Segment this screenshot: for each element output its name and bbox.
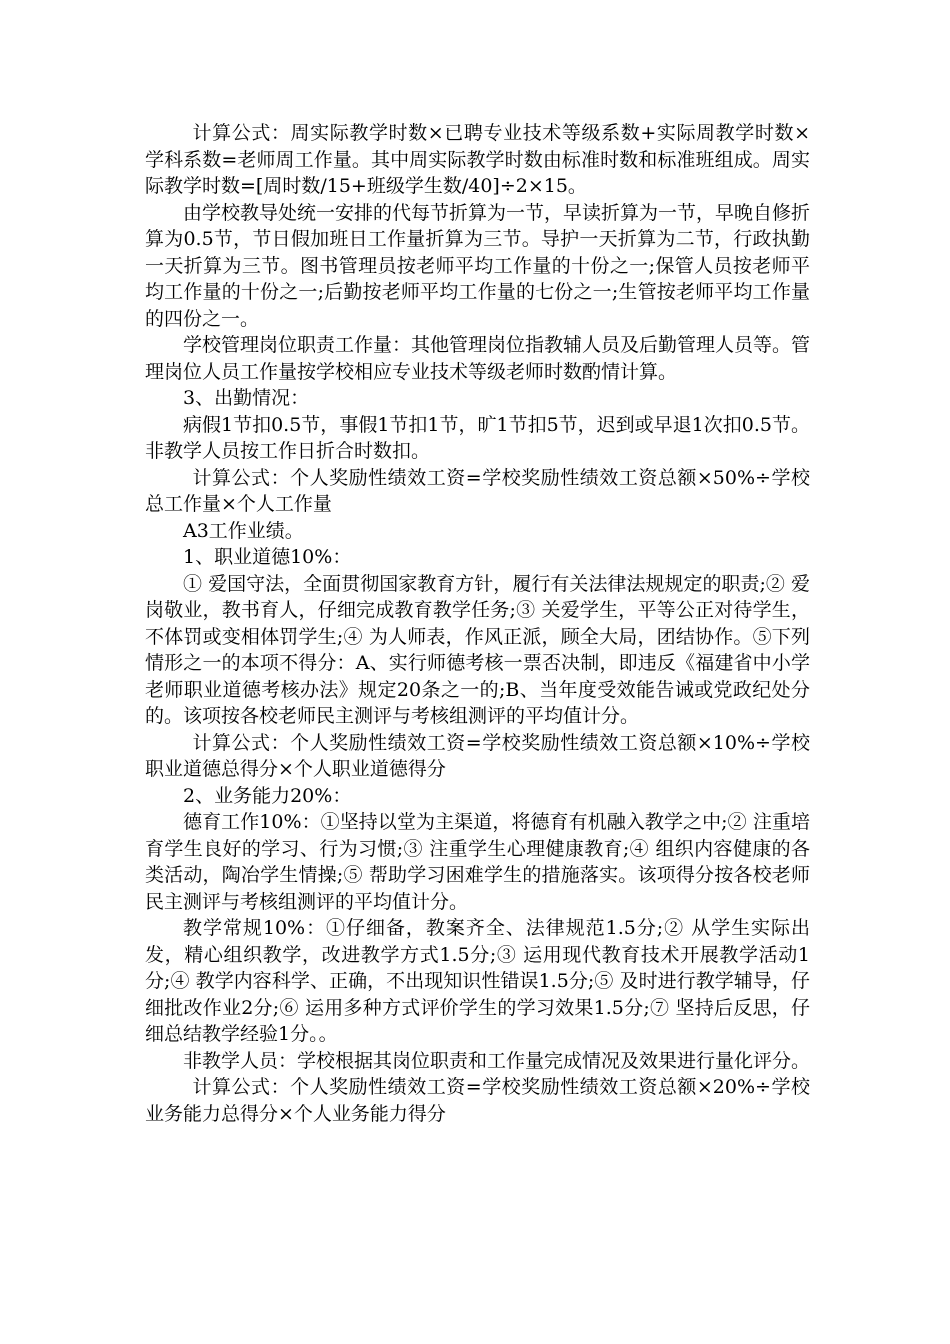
heading-attendance: 3、出勤情况： (183, 387, 310, 409)
heading-ability: 2、业务能力20%： (183, 784, 352, 807)
paragraph-teaching-routine: 教学常规10%：①仔细备，教案齐全、法律规范1.5分;② 从学生实际出发，精心组织教学，改进教学方式1.5分;③ 运用现代教育技术开展教学活动1分;④ 教学内容科学、正确，不出现知识性错误1.5分;⑤ 及时进行教学辅导，仔细批改作业2分;⑥ 运用多种方式评价学生的学习效果1.5分;⑦ 坚持后反思，仔细总结教学经验1分。。 (145, 917, 810, 1045)
paragraph-ethics-rules: ① 爱国守法，全面贯彻国家教育方针，履行有关法律法规规定的职责;② 爱岗敬业，教书育人，仔细完成教育教学任务;③ 关爱学生，平等公正对待学生，不体罚或变相体罚学生;④ 为人师表，作风正派，顾全大局，团结协作。⑤下列情形之一的本项不得分：A、实行师德考核一票否决制，即违反《福建省中小学老师职业道德考核办法》规定20条之一的;B、当年度受效能告诫或党政纪处分的。该项按各校老师民主测评与考核组测评的平均值计分。 (145, 572, 810, 727)
paragraph-management-workload: 学校管理岗位职责工作量：其他管理岗位指教辅人员及后勤管理人员等。管理岗位人员工作量按学校相应专业技术等级老师时数酌情计算。 (145, 334, 811, 383)
paragraph-attendance-rules: 病假1节扣0.5节，事假1节扣1节，旷1节扣5节，迟到或早退1次扣0.5节。非教学人员按工作日折合时数扣。 (145, 413, 810, 462)
document-page (145, 120, 810, 1127)
heading-a3: A3工作业绩。 (183, 519, 304, 542)
paragraph-formula-ability: 计算公式：个人奖励性绩效工资=学校奖励性绩效工资总额×20%÷学校业务能力总得分×个人业务能力得分 (145, 1076, 810, 1125)
paragraph-formula-workload: 计算公式：个人奖励性绩效工资=学校奖励性绩效工资总额×50%÷学校总工作量×个人工作量 (145, 466, 810, 515)
paragraph-conversion-rules: 由学校教导处统一安排的代每节折算为一节，早读折算为一节，早晚自修折算为0.5节，节日假加班日工作量折算为三节。导护一天折算为二节，行政执勤一天折算为三节。图书管理员按老师平均工作量的十份之一;保管人员按老师平均工作量的十份之一;后勤按老师平均工作量的七份之一;生管按老师平均工作量的四份之一。 (145, 201, 811, 330)
paragraph-moral-education: 德育工作10%：①坚持以堂为主渠道，将德育有机融入教学之中;② 注重培育学生良好的学习、行为习惯;③ 注重学生心理健康教育;④ 组织内容健康的各类活动，陶冶学生情操;⑤ 帮助学习困难学生的措施落实。该项得分按各校老师民主测评与考核组测评的平均值计分。 (145, 811, 810, 913)
paragraph-formula-ethics: 计算公式：个人奖励性绩效工资=学校奖励性绩效工资总额×10%÷学校职业道德总得分×个人职业道德得分 (145, 731, 810, 780)
heading-ethics: 1、职业道德10%： (183, 546, 352, 568)
paragraph-non-teaching-staff: 非教学人员：学校根据其岗位职责和工作量完成情况及效果进行量化评分。 (183, 1049, 811, 1072)
paragraph-formula-weekly: 计算公式：周实际教学时数×已聘专业技术等级系数+实际周教学时数×学科系数=老师周工作量。其中周实际教学时数由标准时数和标准班组成。周实际教学时数=[周时数/15+班级学生数/40]÷2×15。 (145, 122, 810, 197)
